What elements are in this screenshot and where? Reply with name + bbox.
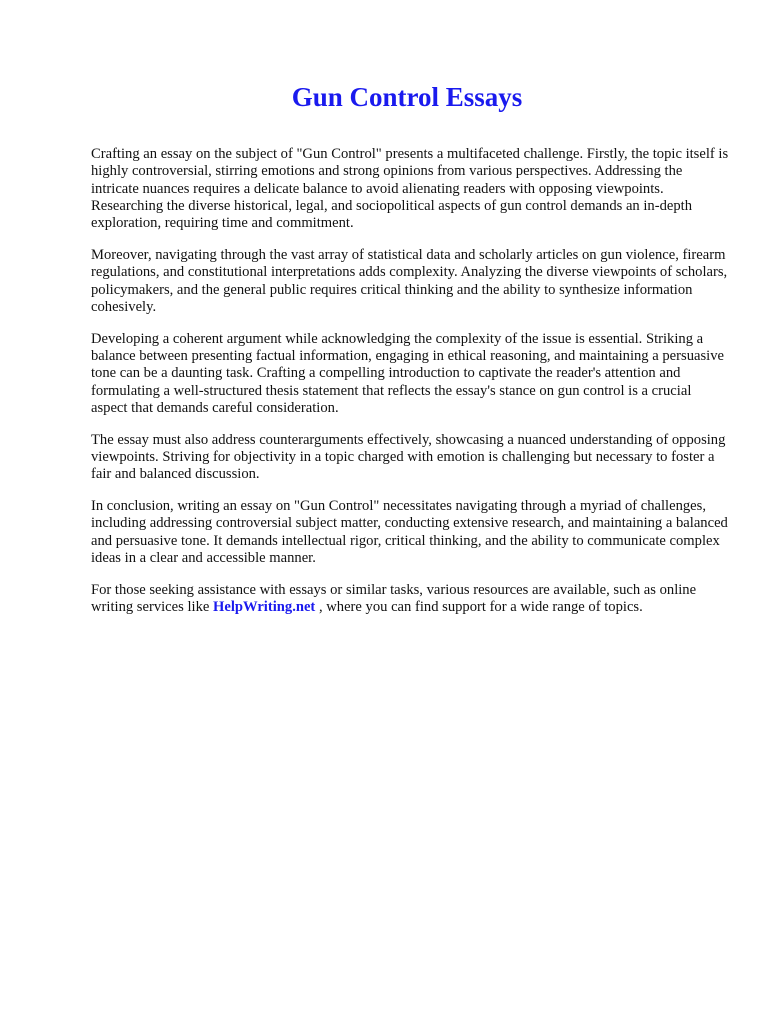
document-title: Gun Control Essays (291, 82, 523, 112)
paragraph-6-after-link: , where you can find support for a wide range of topics. (315, 599, 643, 616)
paragraph-6 (91, 582, 731, 617)
paragraph-5: In conclusion, writing an essay on "Gun Control" necessitates navigating through a myriad of challenges, including addressing controversial subject matter, conducting extensive research, and maintaining a balanced and persuasive tone. It demands intellectual rigor, critical thinking, and the ability to communicate complex ideas in a clear and accessible manner. (91, 498, 728, 566)
helpwriting-link[interactable]: HelpWriting.net (213, 599, 316, 616)
paragraph-3: Developing a coherent argument while acknowledging the complexity of the issue is essential. Striking a balance between presenting factual information, engaging in ethical reasoning, and maintaining a persuasive tone can be a daunting task. Crafting a compelling introduction to captivate the reader's attention and formulating a well-structured thesis statement that reflects the essay's stance on gun control is a crucial aspect that demands careful consideration. (91, 330, 724, 416)
paragraph-6-before-link: For those seeking assistance with essays or similar tasks, various resources are available, such as online writing services like (91, 581, 697, 616)
paragraph-4: The essay must also address counterarguments effectively, showcasing a nuanced understanding of opposing viewpoints. Striving for objectivity in a topic charged with emotion is challenging but necessary to foster a fair and balanced discussion. (91, 431, 726, 483)
paragraph-2: Moreover, navigating through the vast array of statistical data and scholarly articles on gun violence, firearm regulations, and constitutional interpretations adds complexity. Analyzing the diverse viewpoints of scholars, policymakers, and the general public requires critical thinking and the ability to synthesize information cohesively. (91, 246, 728, 315)
document-body (91, 146, 731, 631)
paragraph-1: Crafting an essay on the subject of "Gun Control" presents a multifaceted challenge. Firstly, the topic itself is highly controversial, stirring emotions and strong opinions from various perspectives. Addressing the intricate nuances requires a delicate balance to avoid alienating readers with opposing viewpoints. Researching the diverse historical, legal, and sociopolitical aspects of gun control demands an in-depth exploration, requiring time and commitment. (91, 146, 729, 232)
